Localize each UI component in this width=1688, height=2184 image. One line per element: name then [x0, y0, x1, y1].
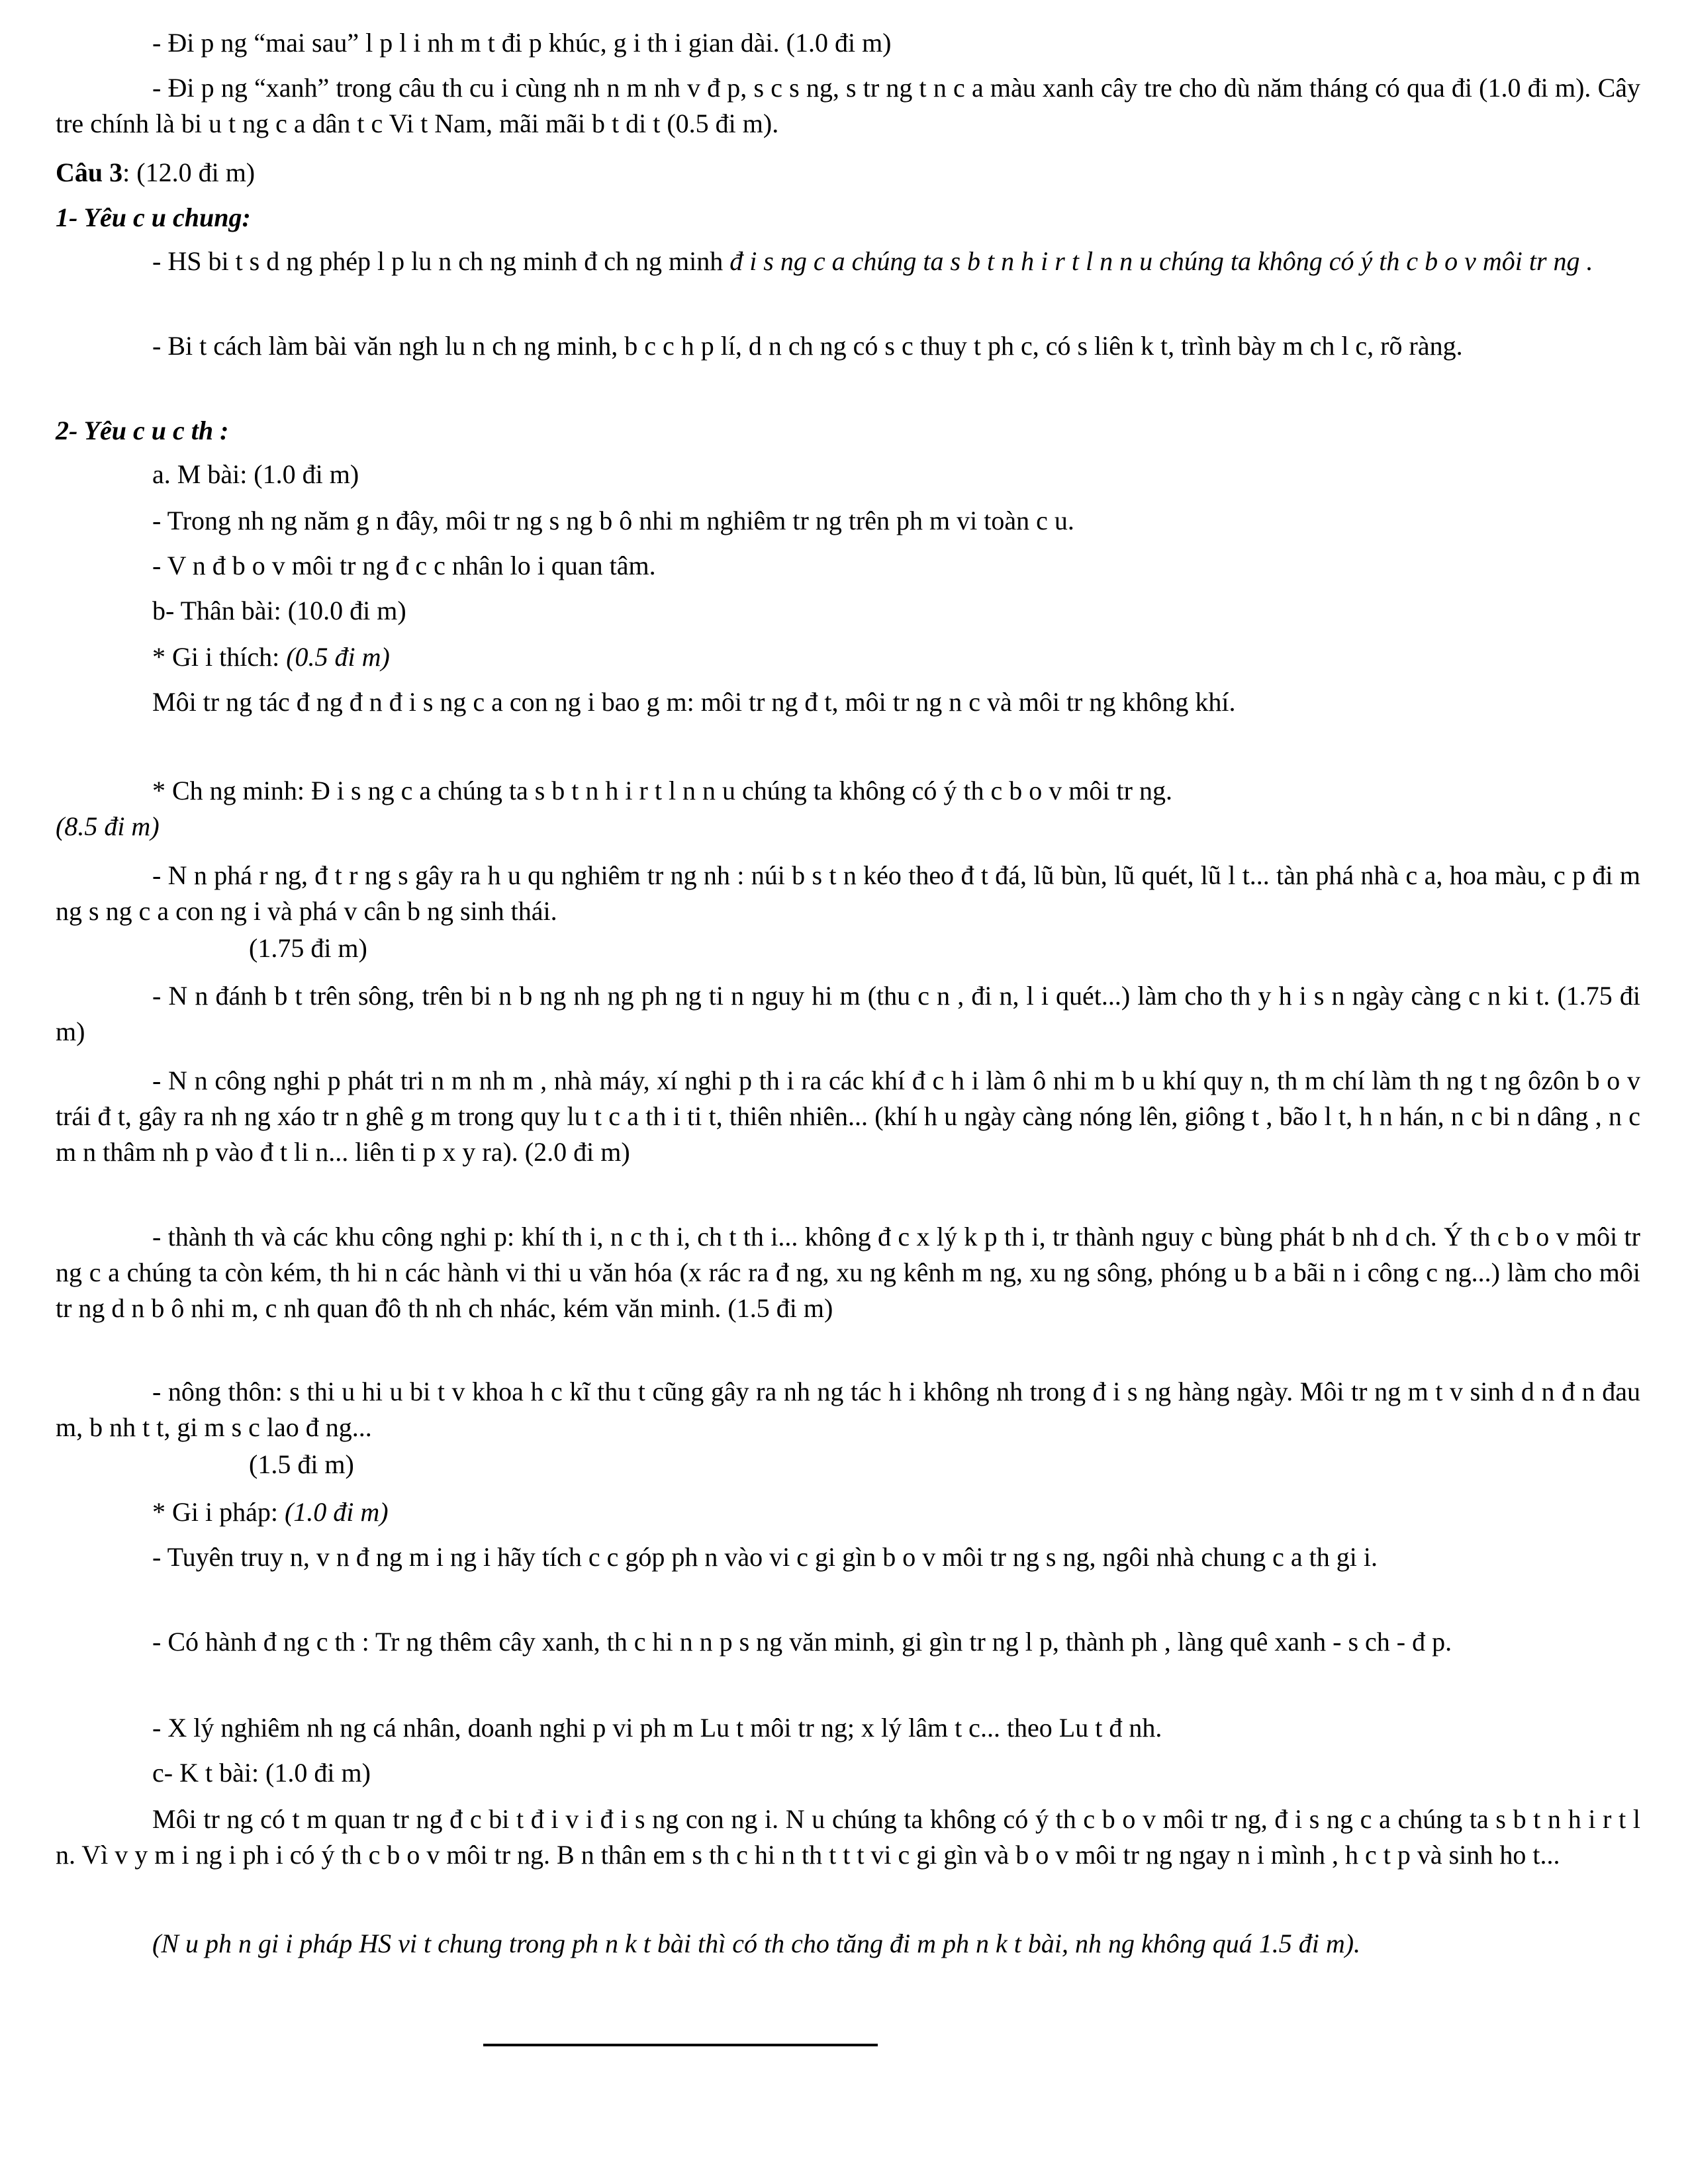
chung-minh-point-1-score: (1.75 đi m) [249, 933, 367, 963]
chung-minh-point-5: - nông thôn: s thi u hi u bi t v khoa h c kĩ thu t cũng gây ra nh ng tác h i không nh trong đ i s ng hàng ngày. Môi tr ng m t v sinh d n đ n đau m, b nh t t, gi m s c lao đ ng... [56, 1377, 1640, 1442]
chung-minh-score: (8.5 đi m) [56, 811, 160, 841]
hs2-dash: - [152, 331, 168, 361]
cau-3-heading [56, 155, 1640, 191]
chung-minh-point-5-score: (1.5 đi m) [249, 1449, 354, 1479]
paragraph-mai-sau: - Đi p ng “mai sau” l p l i nh m t đi p khúc, g i th i gian dài. (1.0 đi m) [152, 28, 892, 58]
chung-minh-point-2: - N n đánh b t trên sông, trên bi n b ng nh ng ph ng ti n nguy hi m (thu c n , đi n, l i quét...) làm cho th y h i s n ngày càng c n ki t. (1.75 đi m) [56, 981, 1640, 1046]
giai-thich-label: * Gi i thích: [152, 642, 287, 672]
hs2-text: Bi t cách làm bài văn ngh lu n ch ng minh, b c c h p lí, d n ch ng có s c thuy t ph c, có s liên k t, trình bày m ch l c, rõ ràng. [167, 331, 1463, 361]
paragraph-hs-requirement-1 [56, 244, 1640, 279]
paragraph-xanh: - Đi p ng “xanh” trong câu th cu i cùng nh n m nh v đ p, s c s ng, s tr ng t n c a màu xanh cây tre cho dù năm tháng có qua đi (1.0 đi m). Cây tre chính là bi u t ng c a dân t c Vi t Nam, mãi mãi b t di t (0.5 đi m). [56, 73, 1640, 138]
giai-phap-heading [152, 1494, 1640, 1530]
giai-phap-point-2: - Có hành đ ng c th : Tr ng thêm cây xanh, th c hi n n p s ng văn minh, gi gìn tr ng l p, thành ph , làng quê xanh - s ch - đ p. [152, 1627, 1452, 1657]
giai-thich-heading [152, 639, 1640, 675]
giai-thich-body: Môi tr ng tác đ ng đ n đ i s ng c a con ng i bao g m: môi tr ng đ t, môi tr ng n c và môi tr ng không khí. [152, 687, 1236, 717]
ket-bai-heading: c- K t bài: (1.0 đi m) [152, 1758, 371, 1788]
chung-minh-point-1: - N n phá r ng, đ t r ng s gây ra h u qu nghiêm tr ng nh : núi b s t n kéo theo đ t đá, lũ bùn, lũ quét, lũ l t... tàn phá nhà c a, hoa màu, c p đi m ng s ng c a con ng i và phá v cân b ng sinh thái. [56, 860, 1640, 926]
yeu-cau-cu-the-heading: 2- Yêu c u c th : [56, 416, 229, 445]
hs1-italic-topic: đ i s ng c a chúng ta s b t n h i r t l n n u chúng ta không có ý th c b o v môi tr ng . [729, 246, 1593, 276]
than-bai-heading: b- Thân bài: (10.0 đi m) [152, 596, 406, 625]
giai-phap-score: (1.0 đi m) [284, 1497, 389, 1527]
giai-phap-point-1: - Tuyên truy n, v n đ ng m i ng i hãy tích c c góp ph n vào vi c gi gìn b o v môi tr ng s ng, ngôi nhà chung c a th gi i. [152, 1542, 1378, 1572]
end-divider-line [483, 2044, 878, 2046]
yeu-cau-chung-heading: 1- Yêu c u chung: [56, 203, 251, 232]
mo-bai-point-1: - Trong nh ng năm g n đây, môi tr ng s ng b ô nhi m nghiêm tr ng trên ph m vi toàn c u. [152, 506, 1074, 535]
giai-phap-point-3: - X lý nghiêm nh ng cá nhân, doanh nghi p vi ph m Lu t môi tr ng; x lý lâm t c... theo Lu t đ nh. [152, 1713, 1162, 1743]
chung-minh-heading: * Ch ng minh: Đ i s ng c a chúng ta s b t n h i r t l n n u chúng ta không có ý th c b o v môi tr ng. [152, 776, 1172, 805]
grading-note: (N u ph n gi i pháp HS vi t chung trong ph n k t bài thì có th cho tăng đi m ph n k t bài, nh ng không quá 1.5 đi m). [152, 1929, 1361, 1958]
chung-minh-point-4: - thành th và các khu công nghi p: khí th i, n c th i, ch t th i... không đ c x lý k p th i, tr thành nguy c bùng phát b nh d ch. Ý th c b o v môi tr ng c a chúng ta còn kém, th hi n các hành vi thi u văn hóa (x rác ra đ ng, xu ng kênh m ng, xu ng sông, phóng u b a bãi n i công c ng...) làm cho môi tr ng d n b ô nhi m, c nh quan đô th nh ch nhác, kém văn minh. (1.5 đi m) [56, 1222, 1640, 1323]
chung-minh-point-3: - N n công nghi p phát tri n m nh m , nhà máy, xí nghi p th i ra các khí đ c h i làm ô nhi m b u khí quy n, th m chí làm th ng t ng ôzôn b o v trái đ t, gây ra nh ng xáo tr n ghê g m trong quy lu t c a th i ti t, thiên nhiên... (khí h u ngày càng nóng lên, giông t , bão l t, h n hán, n c bi n dâng , n c m n thâm nh p vào đ t li n... liên ti p x y ra). (2.0 đi m) [56, 1066, 1640, 1167]
giai-phap-label: * Gi i pháp: [152, 1497, 285, 1527]
mo-bai-heading: a. M bài: (1.0 đi m) [152, 459, 359, 489]
hs1-text: - HS bi t s d ng phép l p lu n ch ng minh đ ch ng minh [152, 246, 730, 276]
cau-3-score: : (12.0 đi m) [122, 158, 256, 187]
ket-bai-body: Môi tr ng có t m quan tr ng đ c bi t đ i v i đ i s ng con ng i. N u chúng ta không có ý th c b o v môi tr ng, đ i s ng c a chúng ta s b t n h i r t l n. Vì v y m i ng i ph i có ý th c b o v môi tr ng. B n thân em s th c hi n th t t t vi c gi gìn và b o v môi tr ng ngay n i mình , h c t p và sinh ho t... [56, 1804, 1640, 1870]
giai-thich-score: (0.5 đi m) [286, 642, 390, 672]
paragraph-hs-requirement-2 [56, 328, 1640, 364]
cau-3-label: Câu 3 [56, 158, 123, 187]
mo-bai-point-2: - V n đ b o v môi tr ng đ c c nhân lo i quan tâm. [152, 551, 656, 580]
